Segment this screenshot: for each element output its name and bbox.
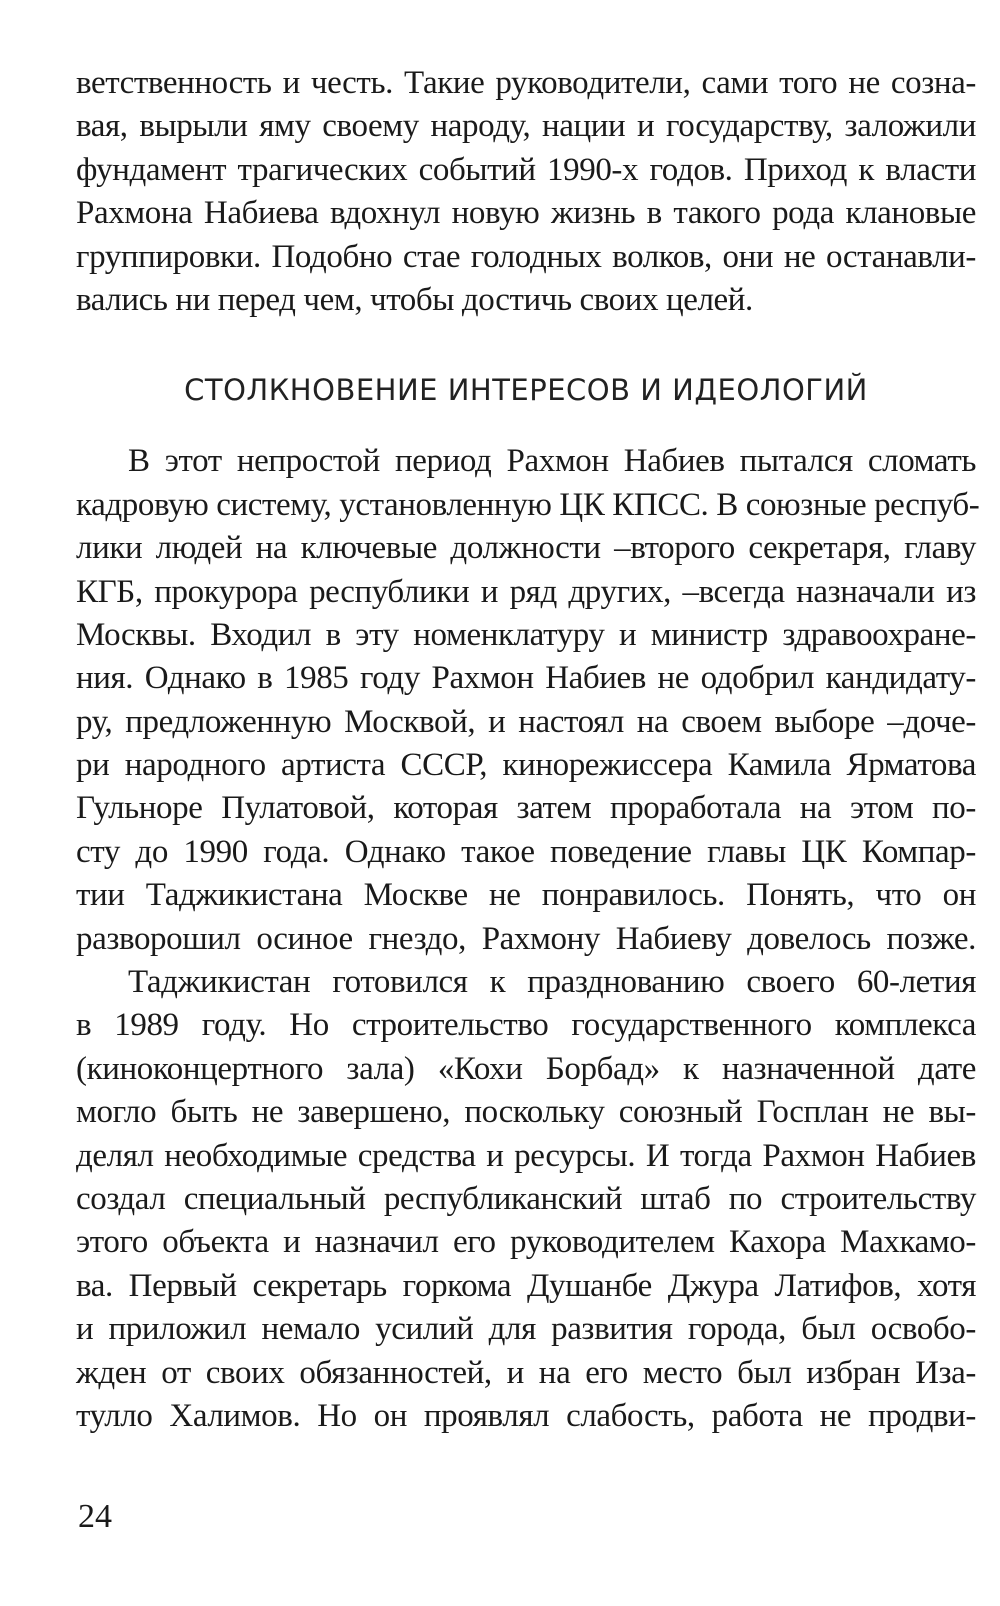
text-line: создал специальный республиканский штаб по строительству: [76, 1180, 976, 1217]
text-line: жден от своих обязанностей, и на его место был избран Иза-: [76, 1354, 976, 1391]
text-line: в 1989 году. Но строительство государственного комплекса: [76, 1007, 976, 1044]
text-line: делял необходимые средства и ресурсы. И тогда Рахмон Набиев: [76, 1137, 976, 1174]
text-line: и приложил немало усилий для развития города, был освобо-: [76, 1311, 976, 1348]
text-line: сту до 1990 года. Однако такое поведение главы ЦК Компар-: [76, 833, 976, 870]
text-line: лики людей на ключевые должности –второго секретаря, главу: [76, 530, 976, 567]
text-line: вались ни перед чем, чтобы достичь своих целей.: [76, 281, 753, 318]
text-line: ва. Первый секретарь горкома Душанбе Джура Латифов, хотя: [76, 1267, 976, 1304]
text-line: ветственность и честь. Такие руководители, сами того не созна-: [76, 65, 976, 101]
text-line: могло быть не завершено, поскольку союзный Госплан не вы-: [76, 1094, 976, 1131]
text-line: этого объекта и назначил его руководителем Кахора Махкамо-: [76, 1224, 976, 1261]
paragraph-2: [76, 961, 976, 1438]
text-line: группировки. Подобно стае голодных волков, они не останавли-: [76, 238, 976, 275]
text-line: тулло Халимов. Но он проявлял слабость, работа не продви-: [76, 1397, 976, 1434]
text-line: вая, вырыли яму своему народу, нации и государству, заложили: [76, 108, 976, 145]
text-line: тии Таджикистана Москве не понравилось. Понять, что он: [76, 877, 976, 914]
text-line: разворошил осиное гнездо, Рахмону Набиеву довелось позже.: [76, 920, 976, 957]
paragraph-1: [76, 440, 980, 961]
text-line: В этот непростой период Рахмон Набиев пытался сломать: [128, 443, 976, 480]
text-line: Таджикистан готовился к празднованию своего 60-летия: [128, 964, 976, 1001]
text-line: КГБ, прокурора республики и ряд других, –всегда назначали из: [76, 573, 976, 610]
text-line: ри народного артиста СССР, кинорежиссера Камила Ярматова: [76, 747, 976, 784]
page-number: 24: [78, 1498, 112, 1535]
text-line: Гульноре Пулатовой, которая затем проработала на этом по-: [76, 790, 976, 827]
text-line: ния. Однако в 1985 году Рахмон Набиев не одобрил кандидату-: [76, 660, 976, 697]
text-line: кадровую систему, установленную ЦК КПСС. В союзные респуб-: [76, 486, 980, 523]
book-page: [76, 62, 980, 1438]
text-line: Рахмона Набиева вдохнул новую жизнь в такого рода клановые: [76, 195, 976, 232]
text-line: (киноконцертного зала) «Кохи Борбад» к назначенной дате: [76, 1050, 976, 1087]
section-heading: СТОЛКНОВЕНИЕ ИНТЕРЕСОВ И ИДЕОЛОГИЙ: [184, 373, 868, 408]
intro-paragraph: [76, 62, 976, 322]
text-line: фундамент трагических событий 1990-х годов. Приход к власти: [76, 151, 976, 188]
text-line: ру, предложенную Москвой, и настоял на своем выборе –доче-: [76, 703, 976, 740]
text-line: Москвы. Входил в эту номенклатуру и министр здравоохране-: [76, 616, 976, 653]
